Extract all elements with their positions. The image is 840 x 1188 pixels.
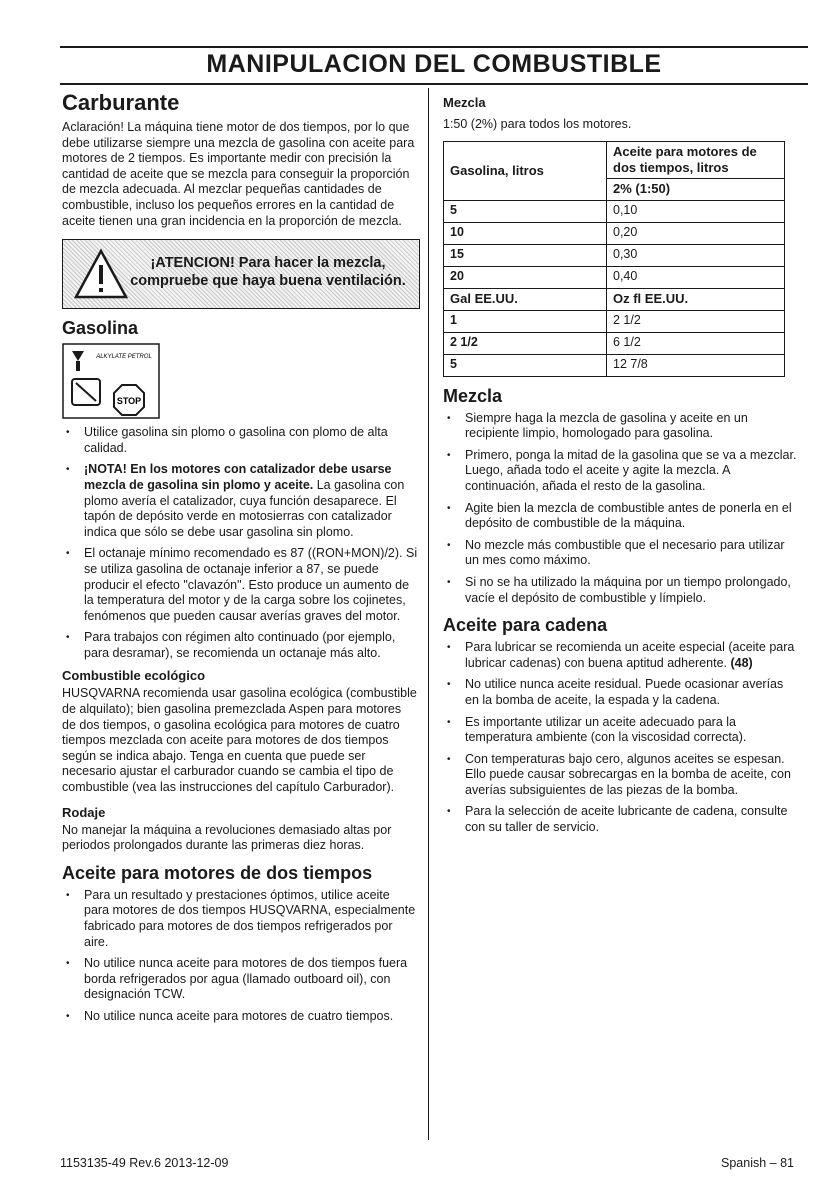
mezcla-small-heading: Mezcla bbox=[443, 95, 486, 110]
table-row bbox=[444, 266, 785, 288]
eco-text: HUSQVARNA recomienda usar gasolina ecológica (combustible de alquilato); bien gasolina premezclada Aspen para motores de dos tiempos, o gasolina ecológica para motores de cuatro tiempos mezclada con aceite para motores de dos tiempos según se indica abajo. Tenga en cuenta que puede ser necesario ajustar el carburador cuando se cambia el tipo de combustible (vea las instrucciones del capítulo Carburador). bbox=[62, 686, 417, 795]
table-cell: 20 bbox=[444, 266, 607, 288]
cadena-heading: Aceite para cadena bbox=[443, 615, 608, 636]
gasolina-heading: Gasolina bbox=[62, 318, 139, 339]
table-cell: 2 1/2 bbox=[444, 332, 607, 354]
table-header-cell: Gasolina, litros bbox=[444, 141, 607, 200]
table-cell: 0,40 bbox=[607, 266, 785, 288]
warning-triangle-icon bbox=[73, 248, 129, 300]
table-cell: 12 7/8 bbox=[607, 354, 785, 376]
eco-heading: Combustible ecológico bbox=[62, 668, 206, 684]
nota-bold: ¡NOTA! En los motores con catalizador debe usarse mezcla de gasolina sin plomo y aceite. bbox=[84, 462, 392, 492]
list-item: • Para la selección de aceite lubricante de cadena, consulte con su taller de servicio. bbox=[443, 804, 798, 835]
table-row bbox=[444, 288, 785, 310]
footer-page-label: Spanish – 81 bbox=[721, 1156, 794, 1170]
table-cell: 0,10 bbox=[607, 200, 785, 222]
left-column bbox=[62, 90, 418, 1031]
stop-label: STOP bbox=[116, 396, 142, 407]
table-cell: 1 bbox=[444, 310, 607, 332]
aceite-2t-list bbox=[62, 888, 418, 1025]
list-item: • Primero, ponga la mitad de la gasolina que se va a mezclar. Luego, añada todo el aceite y agite la mezcla. A continuación, añada el resto de la gasolina. bbox=[443, 448, 798, 495]
table-cell: 5 bbox=[444, 354, 607, 376]
list-item: • No utilice nunca aceite para motores de cuatro tiempos. bbox=[62, 1009, 418, 1025]
header-bottom-rule bbox=[60, 83, 808, 85]
list-item: • Agite bien la mezcla de combustible antes de ponerla en el depósito de combustible de la máquina. bbox=[443, 501, 798, 532]
table-cell: 0,20 bbox=[607, 222, 785, 244]
cadena-list bbox=[443, 640, 798, 836]
footer-doc-id: 1153135-49 Rev.6 2013-12-09 bbox=[60, 1156, 229, 1170]
mezcla-heading: Mezcla bbox=[443, 385, 503, 406]
table-row bbox=[444, 222, 785, 244]
page-title: MANIPULACION DEL COMBUSTIBLE bbox=[206, 50, 662, 78]
carburante-heading: Carburante bbox=[62, 90, 180, 115]
warning-box bbox=[62, 239, 420, 309]
list-item: • Es importante utilizar un aceite adecuado para la temperatura ambiente (con la viscosidad correcta). bbox=[443, 715, 798, 746]
alkylate-label: ALKYLATE PETROL bbox=[96, 354, 152, 361]
list-item bbox=[62, 462, 418, 540]
table-header-cell: 2% (1:50) bbox=[607, 178, 785, 200]
list-item: • No utilice nunca aceite residual. Puede ocasionar averías en la bomba de aceite, la espada y la cadena. bbox=[443, 677, 798, 708]
warning-line-2: compruebe que haya buena ventilación. bbox=[130, 273, 406, 290]
table-cell: 15 bbox=[444, 244, 607, 266]
figure-ref: (48) bbox=[727, 655, 753, 670]
table-row bbox=[444, 141, 785, 178]
nota-rest: La gasolina con plomo avería el catalizador, cuya función desaparece. El tapón de depósito verde en motosierras con catalizador indica que sólo se debe usar gasolina sin plomo. bbox=[84, 477, 405, 539]
rodaje-heading: Rodaje bbox=[62, 804, 106, 820]
list-item: • El octanaje mínimo recomendado es 87 ((RON+MON)/2). Si se utiliza gasolina de octanaje inferior a 87, se puede producir el efecto "clavazón". Esto produce un aumento de la temperatura del motor y de la carga sobre los cojinetes, fenómenos que pueden causar averías graves del motor. bbox=[62, 546, 418, 624]
gasolina-list bbox=[62, 425, 418, 661]
mezcla-ratio-text: 1:50 (2%) para todos los motores. bbox=[443, 117, 632, 131]
list-item bbox=[443, 640, 798, 671]
table-row bbox=[444, 332, 785, 354]
warning-line-1: ¡ATENCION! Para hacer la mezcla, bbox=[150, 255, 386, 272]
aceite-2t-heading: Aceite para motores de dos tiempos bbox=[62, 862, 373, 883]
table-cell: 10 bbox=[444, 222, 607, 244]
fuel-pump-stop-icon bbox=[62, 343, 160, 419]
column-divider bbox=[428, 88, 429, 1140]
table-header-cell: Oz fl EE.UU. bbox=[607, 288, 785, 310]
rodaje-text: No manejar la máquina a revoluciones demasiado altas por periodos prolongados durante las primeras diez horas. bbox=[62, 822, 392, 853]
table-row bbox=[444, 244, 785, 266]
table-cell: 2 1/2 bbox=[607, 310, 785, 332]
list-item: • No mezcle más combustible que el necesario para utilizar un mes como máximo. bbox=[443, 538, 798, 569]
cadena-b1-text: Para lubricar se recomienda un aceite especial (aceite para lubricar cadenas) con buena aptitud adherente. bbox=[465, 640, 795, 670]
right-column bbox=[443, 90, 798, 842]
list-item: • Para trabajos con régimen alto continuado (por ejemplo, para desramar), se recomienda un octanaje más alto. bbox=[62, 630, 418, 661]
mezcla-list bbox=[443, 411, 798, 607]
list-item: • No utilice nunca aceite para motores de dos tiempos fuera borda refrigerados por agua (llamado outboard oil), con designación TCW. bbox=[62, 956, 418, 1003]
list-item: • Para un resultado y prestaciones óptimos, utilice aceite para motores de dos tiempos HUSQVARNA, especialmente fabricado para motores de dos tiempos refrigerados por aire. bbox=[62, 888, 418, 950]
list-item: • Siempre haga la mezcla de gasolina y aceite en un recipiente limpio, homologado para gasolina. bbox=[443, 411, 798, 442]
list-item: • Utilice gasolina sin plomo o gasolina con plomo de alta calidad. bbox=[62, 425, 418, 456]
table-header-cell: Aceite para motores de dos tiempos, litros bbox=[607, 141, 785, 178]
list-item: • Con temperaturas bajo cero, algunos aceites se espesan. Ello puede causar sobrecargas en la bomba de aceite, con averías subsiguientes de las piezas de la bomba. bbox=[443, 752, 798, 799]
warning-text bbox=[123, 254, 413, 290]
table-row bbox=[444, 200, 785, 222]
table-cell: 0,30 bbox=[607, 244, 785, 266]
list-item: • Si no se ha utilizado la máquina por un tiempo prolongado, vacíe el depósito de combustible y límpielo. bbox=[443, 575, 798, 606]
mix-table bbox=[443, 141, 785, 377]
table-header-cell: Gal EE.UU. bbox=[444, 288, 607, 310]
table-cell: 5 bbox=[444, 200, 607, 222]
table-row bbox=[444, 310, 785, 332]
table-cell: 6 1/2 bbox=[607, 332, 785, 354]
table-row bbox=[444, 354, 785, 376]
carburante-text: Aclaración! La máquina tiene motor de dos tiempos, por lo que debe utilizarse siempre una mezcla de gasolina con aceite para motores de 2 tiempos. Es importante medir con precisión la cantidad de aceite que se mezcla para conseguir la proporción de mezcla adecuada. Al mezclar pequeñas cantidades de combustible, incluso los pequeños errores en la cantidad de aceite tienen una gran incidencia en la proporción de mezcla. bbox=[62, 120, 415, 228]
